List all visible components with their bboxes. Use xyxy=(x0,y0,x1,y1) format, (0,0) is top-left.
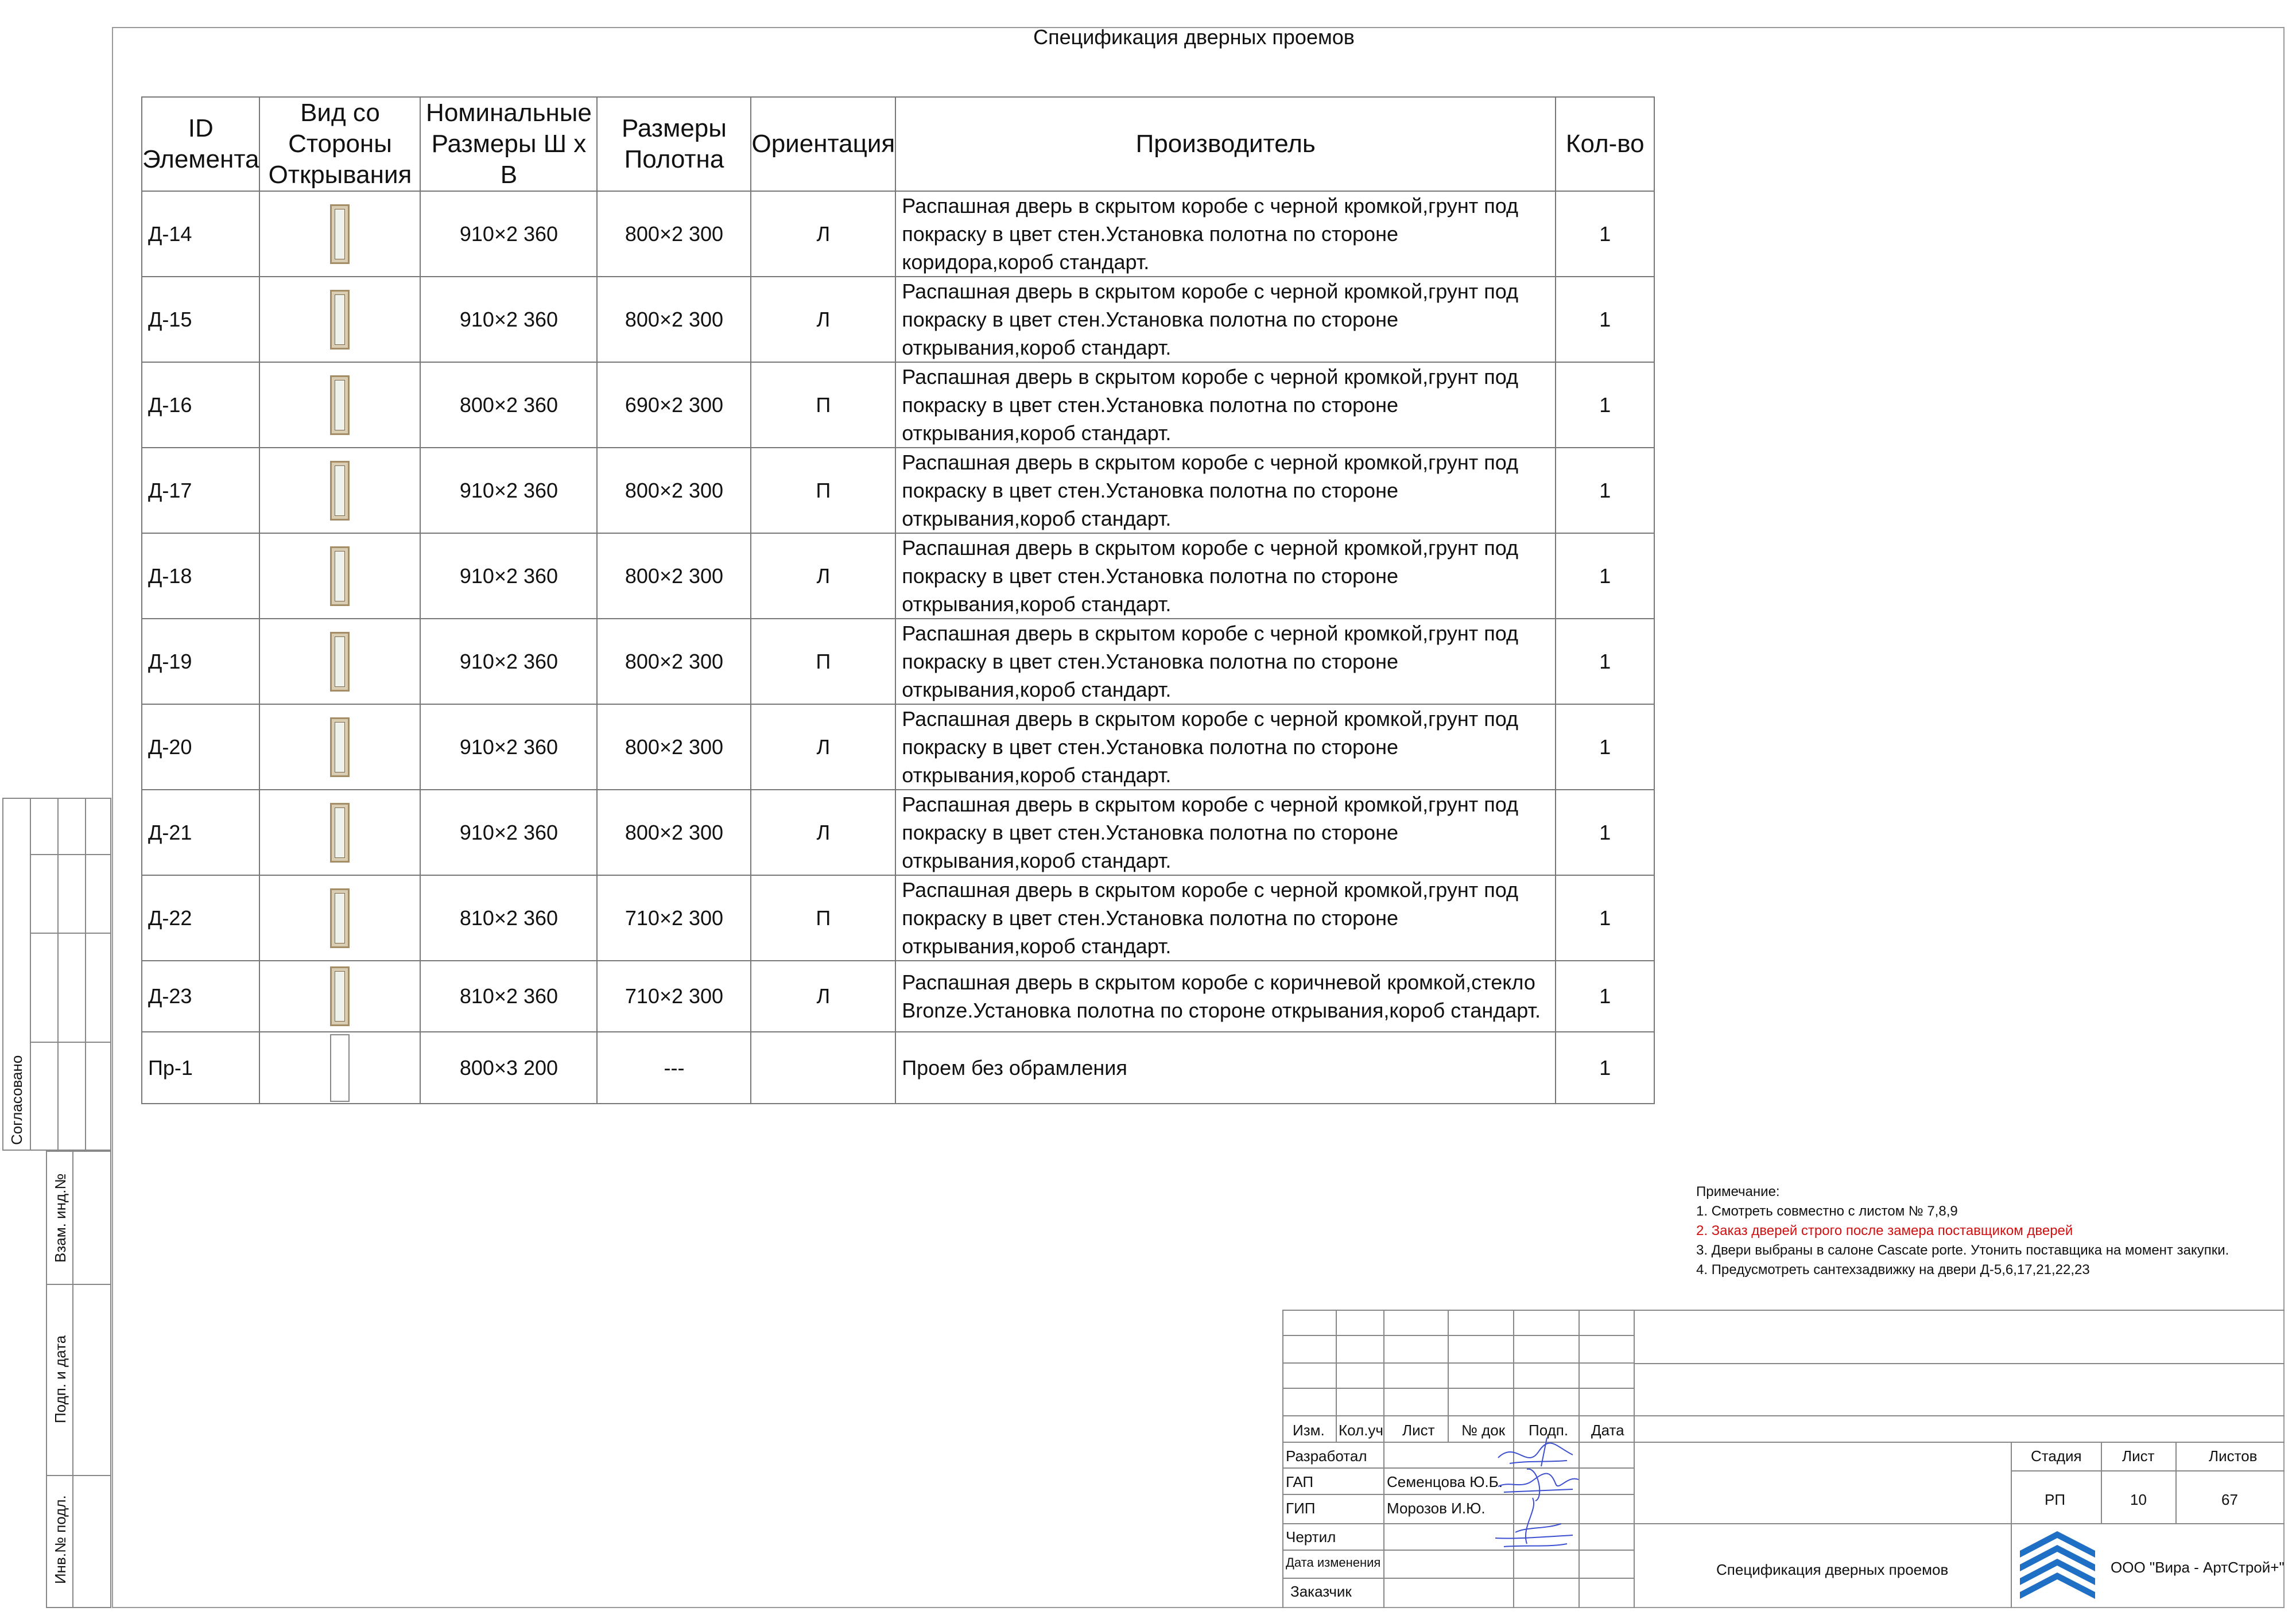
cell-orientation: Л xyxy=(751,790,895,875)
tb-role-change-date: Дата изменения xyxy=(1286,1555,1381,1570)
cell-orientation: П xyxy=(751,619,895,704)
table-row xyxy=(142,961,1654,1032)
side-label-podp: Подп. и дата xyxy=(52,1335,69,1423)
cell-view xyxy=(259,362,420,448)
cell-qty: 1 xyxy=(1556,1032,1654,1104)
door-leaf-icon xyxy=(330,204,350,264)
tb-drawing-name: Спецификация дверных проемов xyxy=(1716,1561,1949,1578)
notes-block xyxy=(1696,1182,2229,1280)
cell-leaf: 800×2 300 xyxy=(597,448,751,533)
cell-nominal: 800×2 360 xyxy=(420,362,597,448)
company-logo-icon xyxy=(2019,1529,2096,1603)
signature-gip xyxy=(1487,1492,1578,1555)
door-leaf-icon xyxy=(330,290,350,350)
tb-sheets-value: 67 xyxy=(2221,1491,2238,1508)
cell-qty: 1 xyxy=(1556,362,1654,448)
cell-qty: 1 xyxy=(1556,448,1654,533)
door-leaf-icon xyxy=(330,461,350,521)
table-header-row xyxy=(142,97,1654,191)
cell-maker: Распашная дверь в скрытом коробе с черной кромкой,грунт под покраску в цвет стен.Установка полотна по стороне открывания,короб стандарт. xyxy=(895,362,1556,448)
col-header-qty: Кол-во xyxy=(1556,97,1654,191)
cell-id: Д-22 xyxy=(142,875,259,961)
cell-leaf: 800×2 300 xyxy=(597,619,751,704)
side-label-inv: Инв.№ подл. xyxy=(52,1495,69,1584)
col-header-leaf: Размеры Полотна xyxy=(597,97,751,191)
cell-view xyxy=(259,961,420,1032)
cell-maker: Распашная дверь в скрытом коробе с черной кромкой,грунт под покраску в цвет стен.Установка полотна по стороне открывания,короб стандарт. xyxy=(895,875,1556,961)
cell-view xyxy=(259,704,420,790)
table-row xyxy=(142,704,1654,790)
tb-sheets-label: Листов xyxy=(2209,1447,2258,1465)
cell-nominal: 810×2 360 xyxy=(420,875,597,961)
cell-maker: Распашная дверь в скрытом коробе с черной кромкой,грунт под покраску в цвет стен.Установка полотна по стороне открывания,короб стандарт. xyxy=(895,619,1556,704)
tb-role-drawn: Чертил xyxy=(1286,1528,1336,1546)
cell-maker: Распашная дверь в скрытом коробе с черной кромкой,грунт под покраску в цвет стен.Установка полотна по стороне открывания,короб стандарт. xyxy=(895,277,1556,362)
col-header-id: ID Элемента xyxy=(142,97,259,191)
tb-company: ООО "Вира - АртСтрой+" xyxy=(2111,1559,2285,1576)
cell-leaf: 800×2 300 xyxy=(597,191,751,277)
table-row xyxy=(142,790,1654,875)
cell-nominal: 910×2 360 xyxy=(420,448,597,533)
col-header-maker: Производитель xyxy=(895,97,1556,191)
cell-id: Д-23 xyxy=(142,961,259,1032)
cell-nominal: 810×2 360 xyxy=(420,961,597,1032)
tb-name-gap: Семенцова Ю.Б. xyxy=(1387,1473,1503,1490)
cell-leaf: 800×2 300 xyxy=(597,277,751,362)
door-leaf-icon xyxy=(330,888,350,948)
cell-leaf: 710×2 300 xyxy=(597,875,751,961)
tb-role-developed: Разработал xyxy=(1286,1447,1367,1465)
tb-role-gap: ГАП xyxy=(1286,1473,1314,1490)
cell-id: Д-21 xyxy=(142,790,259,875)
tb-role-customer: Заказчик xyxy=(1290,1583,1352,1600)
cell-view xyxy=(259,277,420,362)
cell-nominal: 910×2 360 xyxy=(420,790,597,875)
cell-orientation: П xyxy=(751,362,895,448)
cell-orientation: Л xyxy=(751,961,895,1032)
cell-qty: 1 xyxy=(1556,191,1654,277)
col-header-orientation: Ориентация xyxy=(751,97,895,191)
cell-view xyxy=(259,191,420,277)
cell-id: Пр-1 xyxy=(142,1032,259,1104)
cell-qty: 1 xyxy=(1556,875,1654,961)
cell-orientation: П xyxy=(751,448,895,533)
cell-nominal: 910×2 360 xyxy=(420,619,597,704)
tb-role-gip: ГИП xyxy=(1286,1500,1316,1517)
door-leaf-icon xyxy=(330,632,350,692)
tb-col-date: Дата xyxy=(1591,1422,1624,1439)
cell-nominal: 910×2 360 xyxy=(420,191,597,277)
cell-leaf: 800×2 300 xyxy=(597,790,751,875)
note-item: 3. Двери выбраны в салоне Cascate porte. Утонить поставщика на момент закупки. xyxy=(1696,1243,2229,1258)
cell-qty: 1 xyxy=(1556,790,1654,875)
cell-view xyxy=(259,533,420,619)
cell-qty: 1 xyxy=(1556,704,1654,790)
cell-orientation xyxy=(751,1032,895,1104)
cell-maker: Распашная дверь в скрытом коробе с черной кромкой,грунт под покраску в цвет стен.Установка полотна по стороне открывания,короб стандарт. xyxy=(895,448,1556,533)
tb-col-sign: Подп. xyxy=(1529,1422,1569,1439)
cell-leaf: 690×2 300 xyxy=(597,362,751,448)
cell-maker: Распашная дверь в скрытом коробе с черной кромкой,грунт под покраску в цвет стен.Установка полотна по стороне открывания,короб стандарт. xyxy=(895,533,1556,619)
cell-qty: 1 xyxy=(1556,961,1654,1032)
cell-nominal: 910×2 360 xyxy=(420,704,597,790)
tb-sheet-label: Лист xyxy=(2122,1447,2155,1465)
cell-view xyxy=(259,448,420,533)
table-row xyxy=(142,362,1654,448)
door-leaf-icon xyxy=(330,803,350,863)
cell-orientation: Л xyxy=(751,277,895,362)
cell-id: Д-19 xyxy=(142,619,259,704)
table-row xyxy=(142,448,1654,533)
cell-leaf: --- xyxy=(597,1032,751,1104)
table-row xyxy=(142,875,1654,961)
opening-icon xyxy=(330,1034,350,1102)
tb-sheet-value: 10 xyxy=(2130,1491,2147,1508)
cell-id: Д-17 xyxy=(142,448,259,533)
table-row xyxy=(142,533,1654,619)
cell-maker: Распашная дверь в скрытом коробе с коричневой кромкой,стекло Bronze.Установка полотна по стороне открывания,короб стандарт. xyxy=(895,961,1556,1032)
cell-qty: 1 xyxy=(1556,533,1654,619)
door-spec-table xyxy=(141,96,1655,1104)
notes-heading: Примечание: xyxy=(1696,1184,1780,1199)
tb-col-izm: Изм. xyxy=(1293,1422,1325,1439)
door-leaf-icon xyxy=(330,966,350,1026)
table-row xyxy=(142,191,1654,277)
cell-leaf: 800×2 300 xyxy=(597,704,751,790)
cell-nominal: 910×2 360 xyxy=(420,277,597,362)
cell-maker: Распашная дверь в скрытом коробе с черной кромкой,грунт под покраску в цвет стен.Установка полотна по стороне открывания,короб стандарт. xyxy=(895,704,1556,790)
tb-stage-value: РП xyxy=(2045,1491,2066,1508)
cell-nominal: 800×3 200 xyxy=(420,1032,597,1104)
cell-orientation: Л xyxy=(751,191,895,277)
side-label-vzam: Взам. инд.№ xyxy=(52,1173,69,1263)
col-header-nominal: Номинальные Размеры Ш x В xyxy=(420,97,597,191)
cell-maker: Распашная дверь в скрытом коробе с черной кромкой,грунт под покраску в цвет стен.Установка полотна по стороне открывания,короб стандарт. xyxy=(895,790,1556,875)
cell-view xyxy=(259,875,420,961)
cell-leaf: 800×2 300 xyxy=(597,533,751,619)
cell-orientation: Л xyxy=(751,704,895,790)
cell-view xyxy=(259,790,420,875)
side-label-agreed: Согласовано xyxy=(8,1055,25,1145)
cell-view xyxy=(259,1032,420,1104)
cell-qty: 1 xyxy=(1556,277,1654,362)
door-leaf-icon xyxy=(330,717,350,777)
table-row xyxy=(142,619,1654,704)
tb-col-doc: № док xyxy=(1461,1422,1506,1439)
cell-leaf: 710×2 300 xyxy=(597,961,751,1032)
note-item: 1. Смотреть совместно с листом № 7,8,9 xyxy=(1696,1203,1958,1219)
tb-col-sheet: Лист xyxy=(1402,1422,1435,1439)
cell-id: Д-16 xyxy=(142,362,259,448)
col-header-view: Вид со Стороны Открывания xyxy=(259,97,420,191)
cell-orientation: П xyxy=(751,875,895,961)
cell-nominal: 910×2 360 xyxy=(420,533,597,619)
door-leaf-icon xyxy=(330,375,350,435)
cell-id: Д-14 xyxy=(142,191,259,277)
table-row xyxy=(142,1032,1654,1104)
cell-qty: 1 xyxy=(1556,619,1654,704)
cell-orientation: Л xyxy=(751,533,895,619)
cell-view xyxy=(259,619,420,704)
tb-col-kolvo: Кол.уч xyxy=(1339,1422,1383,1439)
tb-stage-label: Стадия xyxy=(2031,1447,2082,1465)
cell-maker: Распашная дверь в скрытом коробе с черной кромкой,грунт под покраску в цвет стен.Установка полотна по стороне коридора,короб стандарт. xyxy=(895,191,1556,277)
note-item: 4. Предусмотреть сантехзадвижку на двери Д-5,6,17,21,22,23 xyxy=(1696,1262,2090,1278)
door-leaf-icon xyxy=(330,546,350,606)
cell-id: Д-20 xyxy=(142,704,259,790)
tb-name-gip: Морозов И.Ю. xyxy=(1387,1500,1486,1517)
page-title: Спецификация дверных проемов xyxy=(1033,25,1355,49)
cell-id: Д-15 xyxy=(142,277,259,362)
cell-id: Д-18 xyxy=(142,533,259,619)
table-row xyxy=(142,277,1654,362)
note-item: 2. Заказ дверей строго после замера поставщиком дверей xyxy=(1696,1223,2073,1238)
cell-maker: Проем без обрамления xyxy=(895,1032,1556,1104)
